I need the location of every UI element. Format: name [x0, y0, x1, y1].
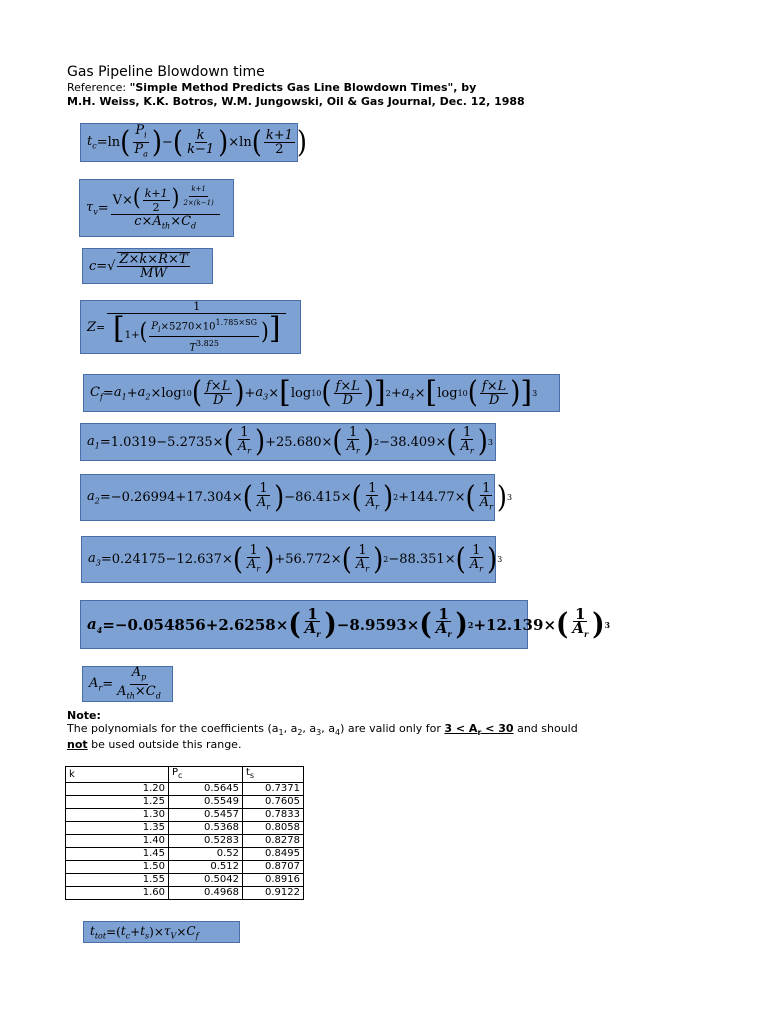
table-row [66, 835, 304, 848]
cell-pc: 0.52 [169, 848, 243, 861]
header-ts: $t_s$ [243, 767, 304, 783]
cell-ts: 0.8916 [243, 874, 304, 887]
cell-ts: 0.7371 [243, 783, 304, 796]
cell-k: 1.30 [66, 809, 169, 822]
equation-ttot: $t_{tot}$ =( $t_c$ + $t_s$ )× $\tau_V$ × $C_f$ [83, 921, 240, 943]
note-line-2: not be used outside this range. [67, 738, 242, 751]
page-title: Gas Pipeline Blowdown time [67, 64, 265, 80]
cell-k: 1.45 [66, 848, 169, 861]
table-row [66, 861, 304, 874]
reference-line: Reference: "Simple Method Predicts Gas Line Blowdown Times", by [67, 81, 477, 94]
cell-k: 1.55 [66, 874, 169, 887]
cell-pc: 0.5457 [169, 809, 243, 822]
table-row [66, 783, 304, 796]
equation-z: Z = 1 [1+( $\frac{P_i\times 5270\times 10^{1.785\times SG}}{T^{3.825}}$ )] [80, 300, 301, 354]
cell-ts: 0.7833 [243, 809, 304, 822]
cell-pc: 0.5645 [169, 783, 243, 796]
table-row [66, 848, 304, 861]
note-line-1: The polynomials for the coefficients ($a_1$, $a_2$, $a_3$, $a_4$) are valid only for $3 < A_r < 30$ and should [67, 722, 578, 738]
equation-ar: $A_r$ = $\frac{A_p}{A_{th}\times C_d}$ [82, 666, 173, 702]
cell-ts: 0.8495 [243, 848, 304, 861]
equation-tc: $t_c$ =ln ( $\frac{P_i}{P_a}$ ) − ( $\frac{k}{k-1}$ ) ×ln ( $\frac{k+1}{2}$ ) [80, 123, 298, 162]
cell-pc: 0.5549 [169, 796, 243, 809]
cell-ts: 0.8707 [243, 861, 304, 874]
reference-authors: M.H. Weiss, K.K. Botros, W.M. Jungowski, Oil & Gas Journal, Dec. 12, 1988 [67, 95, 525, 108]
cell-pc: 0.5042 [169, 874, 243, 887]
table-row [66, 809, 304, 822]
note-heading: Note: [67, 709, 101, 722]
equation-a4: $a_4$ =− 0.054856 + 2.6258 × ( $\frac{1}{A_r}$ ) − 8.9593 × ( $\frac{1}{A_r}$ ) 2 + 12.139 × ( $\frac{1}{A_r}$ ) 3 [80, 600, 528, 649]
equation-c: c =√ $\frac{Z\times k\times R\times T}{MW}$ [82, 248, 213, 284]
equation-cf: $C_f$ = $a_1$ + $a_2$ ×log 10 ( $\frac{f\times L}{D}$ ) + $a_3$ × [ log 10 ( $\frac{f\times L}{D}$ ) ] 2 + $a_4$ × [ log 10 ( $\frac{f\times L}{D}$ ) ] 3 [83, 374, 560, 412]
cell-k: 1.20 [66, 783, 169, 796]
equation-tau-v: $\tau_v$ = V×( $\frac{k+1}{2}$ ) $^{\frac{k+1}{2\times(k-1)}}$ $c\times A_{th}\times C_d$ [79, 179, 234, 237]
table-row [66, 796, 304, 809]
cell-k: 1.40 [66, 835, 169, 848]
equation-a3: $a_3$ = 0.24175 − 12.637 × ( $\frac{1}{A_r}$ ) + 56.772 × ( $\frac{1}{A_r}$ ) 2 − 88.351 × ( $\frac{1}{A_r}$ ) 3 [81, 536, 496, 583]
header-pc: $P_c$ [169, 767, 243, 783]
cell-k: 1.35 [66, 822, 169, 835]
cell-k: 1.50 [66, 861, 169, 874]
table-row [66, 874, 304, 887]
cell-pc: 0.5368 [169, 822, 243, 835]
table-header-row [66, 767, 304, 783]
cell-ts: 0.8278 [243, 835, 304, 848]
cell-pc: 0.5283 [169, 835, 243, 848]
table-row [66, 822, 304, 835]
k-table [65, 766, 304, 900]
table-row [66, 887, 304, 900]
cell-pc: 0.512 [169, 861, 243, 874]
equation-a2: $a_2$ =− 0.26994 + 17.304 × ( $\frac{1}{A_r}$ ) − 86.415 × ( $\frac{1}{A_r}$ ) 2 + 144.77 × ( $\frac{1}{A_r}$ ) 3 [80, 474, 495, 521]
cell-k: 1.25 [66, 796, 169, 809]
cell-ts: 0.7605 [243, 796, 304, 809]
header-k: k [66, 767, 169, 783]
equation-a1: $a_1$ = 1.0319 − 5.2735 × ( $\frac{1}{A_r}$ ) + 25.680 × ( $\frac{1}{A_r}$ ) 2 − 38.409 × ( $\frac{1}{A_r}$ ) 3 [80, 423, 496, 461]
cell-k: 1.60 [66, 887, 169, 900]
cell-pc: 0.4968 [169, 887, 243, 900]
cell-ts: 0.9122 [243, 887, 304, 900]
cell-ts: 0.8058 [243, 822, 304, 835]
